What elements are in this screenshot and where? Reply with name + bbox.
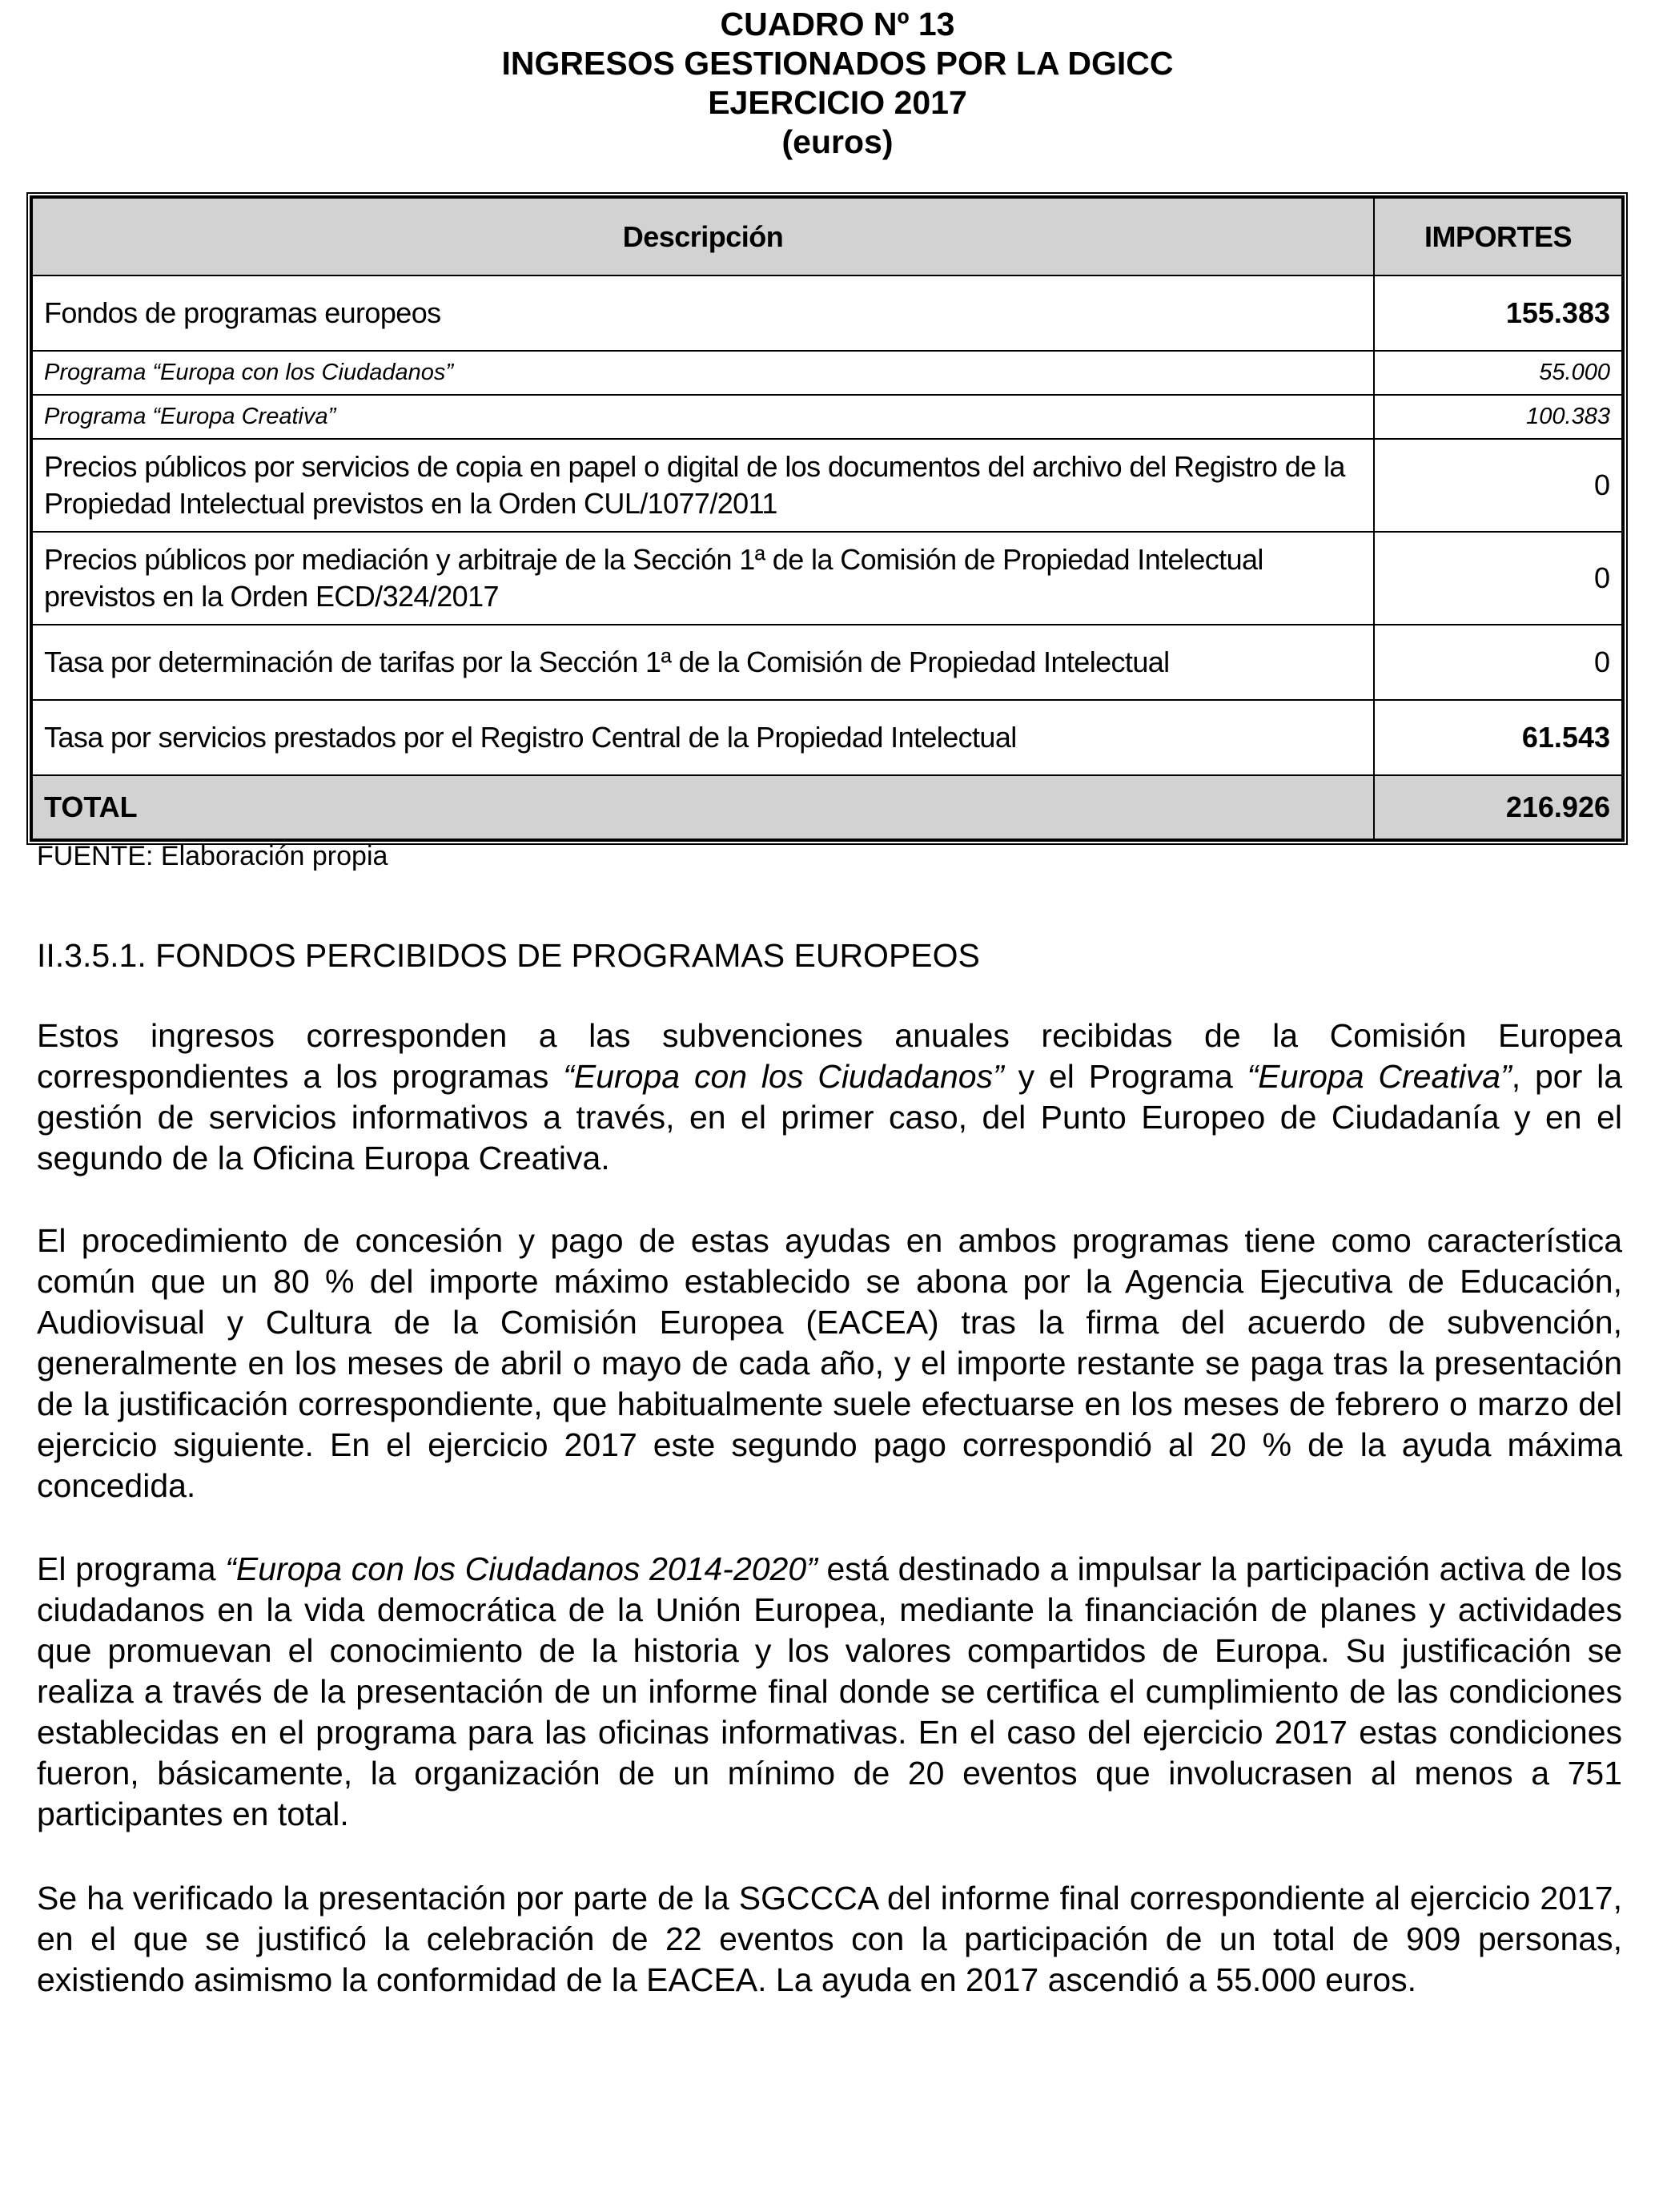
- row-amount: 55.000: [1374, 351, 1622, 395]
- paragraph: El procedimiento de concesión y pago de estas ayudas en ambos programas tiene como característica común que un 80 % del importe máximo establecido se abona por la Agencia Ejecutiva de Educación, Audiovisual y Cultura de la Comisión Europea (EACEA) tras la firma del acuerdo de subvención, generalmente en los meses de abril o mayo de cada año, y el importe restante se paga tras la presentación de la justificación correspondiente, que habitualmente suele efectuarse en los meses de febrero o marzo del ejercicio siguiente. En el ejercicio 2017 este segundo pago correspondió al 20 % de la ayuda máxima concedida.: [37, 1222, 1622, 1504]
- source-note: FUENTE: Elaboración propia: [37, 841, 388, 871]
- table-year: EJERCICIO 2017: [708, 84, 967, 121]
- row-description: Precios públicos por mediación y arbitraje de la Sección 1ª de la Comisión de Propiedad Intelectual previstos en la Orden ECD/324/2017: [32, 532, 1374, 625]
- paragraph-text: y el Programa: [1003, 1058, 1247, 1095]
- row-description: Programa “Europa con los Ciudadanos”: [32, 351, 1374, 395]
- paragraph-text: Estos ingresos corresponden a las subvenciones anuales recibidas de la Comisión Europea correspondientes a los programas: [37, 1017, 1622, 1095]
- paragraph: [37, 1549, 1622, 1835]
- row-amount: 0: [1374, 625, 1622, 700]
- row-amount: 61.543: [1374, 700, 1622, 775]
- row-description: Tasa por servicios prestados por el Registro Central de la Propiedad Intelectual: [32, 700, 1374, 775]
- table-row: [32, 351, 1622, 395]
- total-amount: 216.926: [1374, 775, 1622, 839]
- program-name: “Europa con los Ciudadanos”: [563, 1058, 1004, 1095]
- total-row: [32, 775, 1622, 839]
- paragraph-text: , por la gestión de servicios informativos a través, en el primer caso, del Punto Europeo de Ciudadanía y en el segundo de la Oficina Europa Creativa.: [37, 1058, 1623, 1176]
- total-label: TOTAL: [32, 775, 1374, 839]
- paragraph-text: está destinado a impulsar la participación activa de los ciudadanos en la vida democrática de la Unión Europea, mediante la financiación de planes y actividades que promuevan el conocimiento de la historia y los valores compartidos de Europa. Su justificación se realiza a través de la presentación de un informe final donde se certifica el cumplimiento de las condiciones establecidas en el programa para las oficinas informativas. En el caso del ejercicio 2017 estas condiciones fueron, básicamente, la organización de un mínimo de 20 eventos que involucrasen al menos a 751 participantes en total.: [37, 1550, 1622, 1832]
- row-amount: 0: [1374, 439, 1622, 532]
- income-table: [31, 197, 1623, 840]
- paragraph-text: El programa: [37, 1550, 226, 1587]
- income-table-frame: [26, 192, 1628, 845]
- header-amounts: IMPORTES: [1374, 198, 1622, 275]
- paragraph: [37, 1016, 1622, 1179]
- paragraph: Se ha verificado la presentación por parte de la SGCCCA del informe final correspondiente al ejercicio 2017, en el que se justificó la celebración de 22 eventos con la participación de un total de 909 personas, existiendo asimismo la conformidad de la EACEA. La ayuda en 2017 ascendió a 55.000 euros.: [37, 1880, 1622, 1998]
- row-amount: 100.383: [1374, 395, 1622, 439]
- row-description: Fondos de programas europeos: [32, 275, 1374, 351]
- table-header-row: [32, 198, 1622, 275]
- row-description: Programa “Europa Creativa”: [32, 395, 1374, 439]
- row-description: Tasa por determinación de tarifas por la Sección 1ª de la Comisión de Propiedad Intelectual: [32, 625, 1374, 700]
- program-name: “Europa Creativa”: [1247, 1058, 1512, 1095]
- table-row: [32, 439, 1622, 532]
- table-title: INGRESOS GESTIONADOS POR LA DGICC: [501, 45, 1174, 82]
- table-row: [32, 532, 1622, 625]
- table-heading: [0, 5, 1675, 162]
- table-unit: (euros): [781, 123, 894, 160]
- table-row: [32, 700, 1622, 775]
- table-row: [32, 625, 1622, 700]
- row-amount: 0: [1374, 532, 1622, 625]
- table-row: [32, 395, 1622, 439]
- section-title: II.3.5.1. FONDOS PERCIBIDOS DE PROGRAMAS EUROPEOS: [37, 937, 980, 974]
- table-number: CUADRO Nº 13: [720, 6, 955, 42]
- program-name: “Europa con los Ciudadanos 2014-2020”: [225, 1550, 817, 1587]
- table-row: [32, 275, 1622, 351]
- row-amount: 155.383: [1374, 275, 1622, 351]
- row-description: Precios públicos por servicios de copia en papel o digital de los documentos del archivo del Registro de la Propiedad Intelectual previstos en la Orden CUL/1077/2011: [32, 439, 1374, 532]
- header-description: Descripción: [32, 198, 1374, 275]
